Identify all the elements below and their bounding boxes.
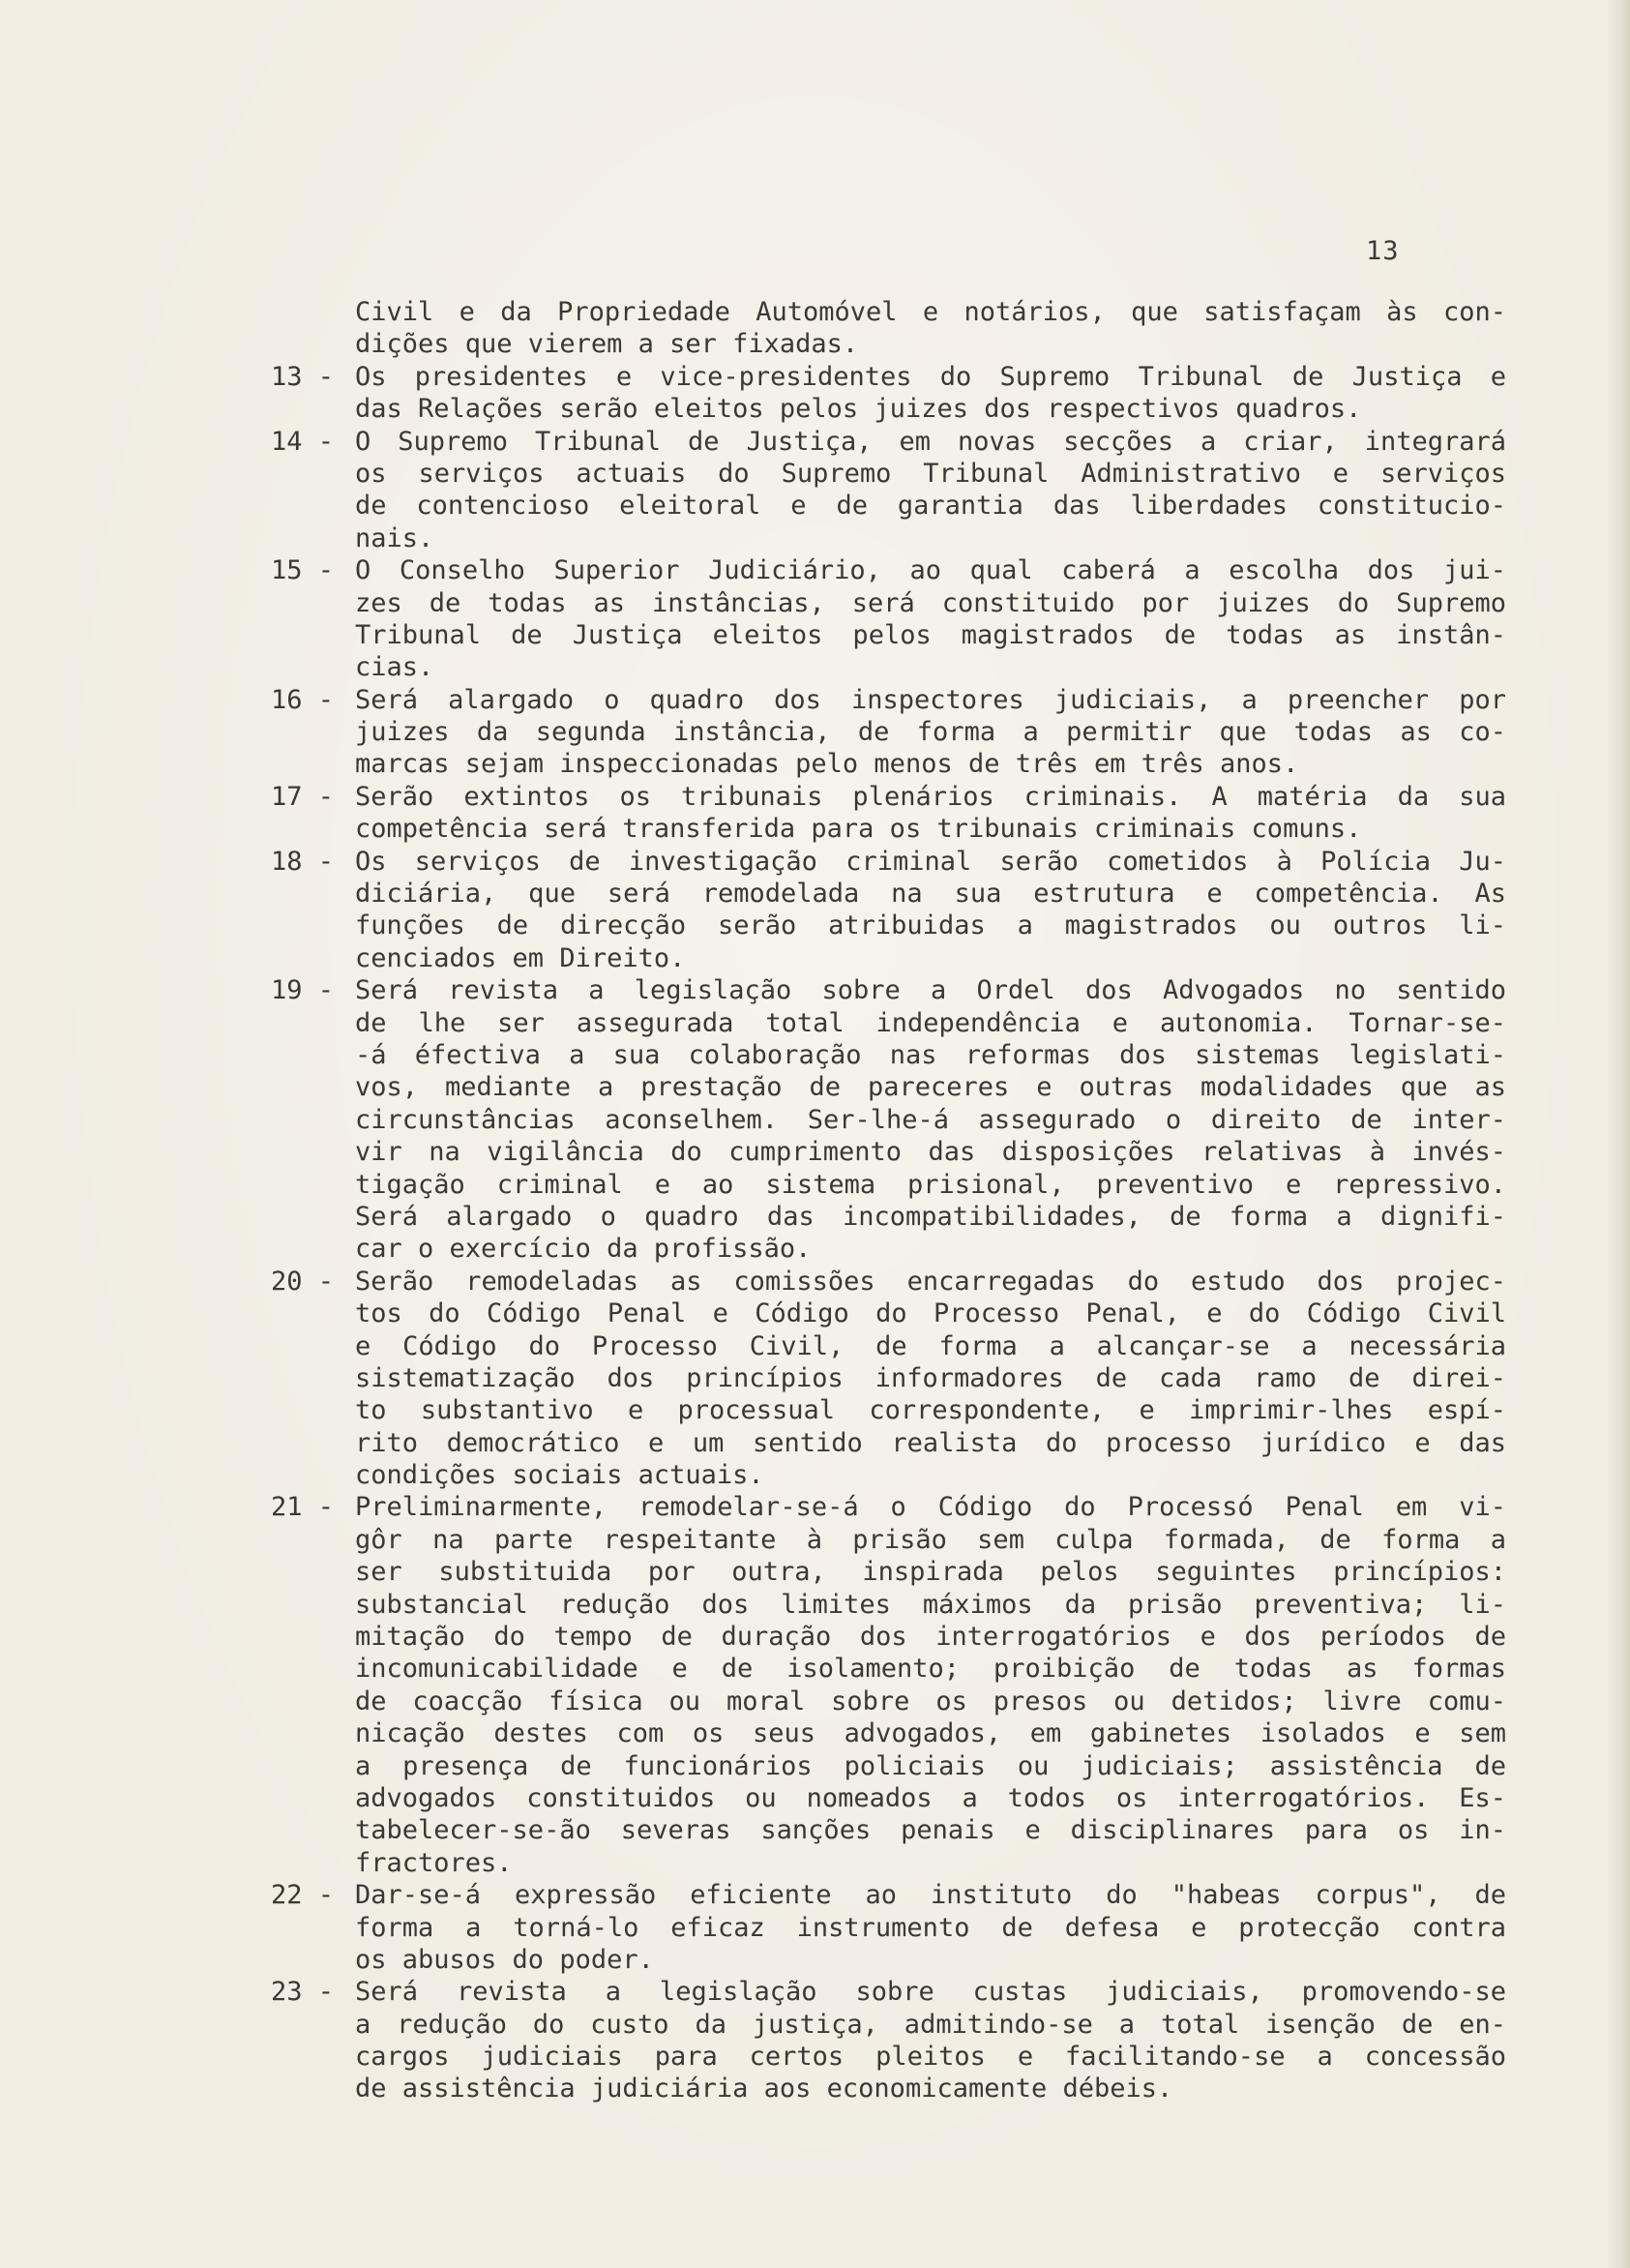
text-line: a redução do custo da justiça, admitindo-se a total isenção de en-	[355, 2009, 1506, 2040]
text-line: tos do Código Penal e Código do Processo Penal, e do Código Civil	[355, 1298, 1506, 1329]
numbered-paragraph	[0, 781, 1630, 846]
text-line: de assistência judiciária aos economicamente débeis.	[355, 2074, 1173, 2104]
text-line: ser substituida por outra, inspirada pelos seguintes princípios:	[355, 1557, 1506, 1588]
text-line: O Conselho Superior Judiciário, ao qual caberá a escolha dos jui-	[355, 555, 1506, 586]
text-line: gôr na parte respeitante à prisão sem culpa formada, de forma a	[355, 1524, 1506, 1555]
numbered-paragraph	[0, 684, 1630, 781]
text-line: condições sociais actuais.	[355, 1460, 764, 1491]
text-line: os abusos do poder.	[355, 1944, 654, 1975]
numbered-paragraph	[0, 846, 1630, 975]
paragraph-number: 17 -	[271, 781, 335, 812]
text-line: Os presidentes e vice-presidentes do Supremo Tribunal de Justiça e	[355, 361, 1506, 392]
text-line: Serão extintos os tribunais plenários criminais. A matéria da sua	[355, 781, 1506, 812]
text-line: de coacção física ou moral sobre os presos ou detidos; livre comu-	[355, 1686, 1506, 1716]
text-line: vos, mediante a prestação de pareceres e outras modalidades que as	[355, 1072, 1506, 1103]
text-line: funções de direcção serão atribuidas a magistrados ou outros li-	[355, 910, 1506, 941]
text-line: cias.	[355, 652, 434, 683]
text-line: de lhe ser assegurada total independência e autonomia. Tornar-se-	[355, 1007, 1506, 1038]
paragraph-number: 16 -	[271, 684, 335, 715]
text-line: Os serviços de investigação criminal serão cometidos à Polícia Ju-	[355, 846, 1506, 877]
paragraph-number: 15 -	[271, 555, 335, 586]
text-line: circunstâncias aconselhem. Ser-lhe-á assegurado o direito de inter-	[355, 1104, 1506, 1135]
text-line: substancial redução dos limites máximos da prisão preventiva; li-	[355, 1589, 1506, 1620]
text-line: de contencioso eleitoral e de garantia das liberdades constitucio-	[355, 491, 1506, 522]
text-line: juizes da segunda instância, de forma a permitir que todas as co-	[355, 717, 1506, 748]
numbered-paragraph	[0, 1879, 1630, 1976]
text-line: Preliminarmente, remodelar-se-á o Código do Processó Penal em vi-	[355, 1492, 1506, 1523]
paragraph-number: 19 -	[271, 975, 335, 1006]
paragraph-number: 14 -	[271, 426, 335, 457]
paragraph-number: 18 -	[271, 846, 335, 877]
text-line: dições que vierem a ser fixadas.	[355, 329, 859, 360]
text-line: to substantivo e processual correspondente, e imprimir-lhes espí-	[355, 1395, 1506, 1426]
text-line: mitação do tempo de duração dos interrogatórios e dos períodos de	[355, 1622, 1506, 1653]
page-number: 13	[1366, 236, 1400, 266]
text-line: e Código do Processo Civil, de forma a alcançar-se a necessária	[355, 1330, 1506, 1361]
text-line: tabelecer-se-ão severas sanções penais e disciplinares para os in-	[355, 1815, 1506, 1846]
document-body	[0, 296, 1630, 2105]
text-line: Serão remodeladas as comissões encarregadas do estudo dos projec-	[355, 1266, 1506, 1297]
text-line: diciária, que será remodelada na sua estrutura e competência. As	[355, 879, 1506, 910]
paragraph-number: 23 -	[271, 1977, 335, 2008]
paragraph-number: 22 -	[271, 1880, 335, 1911]
paragraph-number: 13 -	[271, 361, 335, 392]
text-line: cenciados em Direito.	[355, 942, 686, 973]
text-line: Tribunal de Justiça eleitos pelos magistrados de todas as instân-	[355, 619, 1506, 650]
text-line: Será alargado o quadro dos inspectores judiciais, a preencher por	[355, 684, 1506, 715]
text-line: sistematização dos princípios informadores de cada ramo de direi-	[355, 1362, 1506, 1393]
text-line: cargos judiciais para certos pleitos e facilitando-se a concessão	[355, 2042, 1506, 2073]
text-line: zes de todas as instâncias, será constituido por juizes do Supremo	[355, 587, 1506, 618]
text-line: Será revista a legislação sobre custas judiciais, promovendo-se	[355, 1977, 1506, 2008]
text-line: a presença de funcionários policiais ou judiciais; assistência de	[355, 1750, 1506, 1781]
numbered-paragraph	[0, 1491, 1630, 1879]
numbered-paragraph	[0, 974, 1630, 1266]
text-line: Civil e da Propriedade Automóvel e notários, que satisfaçam às con-	[355, 297, 1506, 327]
text-line: Será revista a legislação sobre a Ordel dos Advogados no sentido	[355, 975, 1506, 1006]
text-line: Será alargado o quadro das incompatibilidades, de forma a dignifi-	[355, 1201, 1506, 1232]
text-line: marcas sejam inspeccionadas pelo menos de três em três anos.	[355, 749, 1299, 780]
text-line: competência será transferida para os tribunais criminais comuns.	[355, 814, 1362, 845]
text-line: os serviços actuais do Supremo Tribunal Administrativo e serviços	[355, 458, 1506, 489]
numbered-paragraph	[0, 426, 1630, 555]
text-line: fractores.	[355, 1847, 513, 1878]
text-line: nais.	[355, 522, 434, 553]
numbered-paragraph	[0, 554, 1630, 684]
paragraph-number: 21 -	[271, 1492, 335, 1523]
numbered-paragraph	[0, 296, 1630, 361]
text-line: -á éfectiva a sua colaboração nas reformas dos sistemas legislati-	[355, 1039, 1506, 1070]
text-line: tigação criminal e ao sistema prisional, preventivo e repressivo.	[355, 1169, 1506, 1200]
text-line: nicação destes com os seus advogados, em gabinetes isolados e sem	[355, 1718, 1506, 1749]
numbered-paragraph	[0, 361, 1630, 426]
numbered-paragraph	[0, 1976, 1630, 2105]
text-line: O Supremo Tribunal de Justiça, em novas secções a criar, integrará	[355, 426, 1506, 457]
text-line: incomunicabilidade e de isolamento; proibição de todas as formas	[355, 1654, 1506, 1685]
numbered-paragraph	[0, 1266, 1630, 1492]
text-line: car o exercício da profissão.	[355, 1234, 812, 1265]
text-line: vir na vigilância do cumprimento das disposições relativas à invés-	[355, 1137, 1506, 1168]
text-line: rito democrático e um sentido realista do processo jurídico e das	[355, 1427, 1506, 1458]
text-line: forma a torná-lo eficaz instrumento de defesa e protecção contra	[355, 1912, 1506, 1943]
paragraph-number: 20 -	[271, 1266, 335, 1297]
text-line: das Relações serão eleitos pelos juizes dos respectivos quadros.	[355, 394, 1362, 425]
text-line: advogados constituidos ou nomeados a todos os interrogatórios. Es-	[355, 1782, 1506, 1813]
text-line: Dar-se-á expressão eficiente ao instituto do "habeas corpus", de	[355, 1880, 1506, 1911]
